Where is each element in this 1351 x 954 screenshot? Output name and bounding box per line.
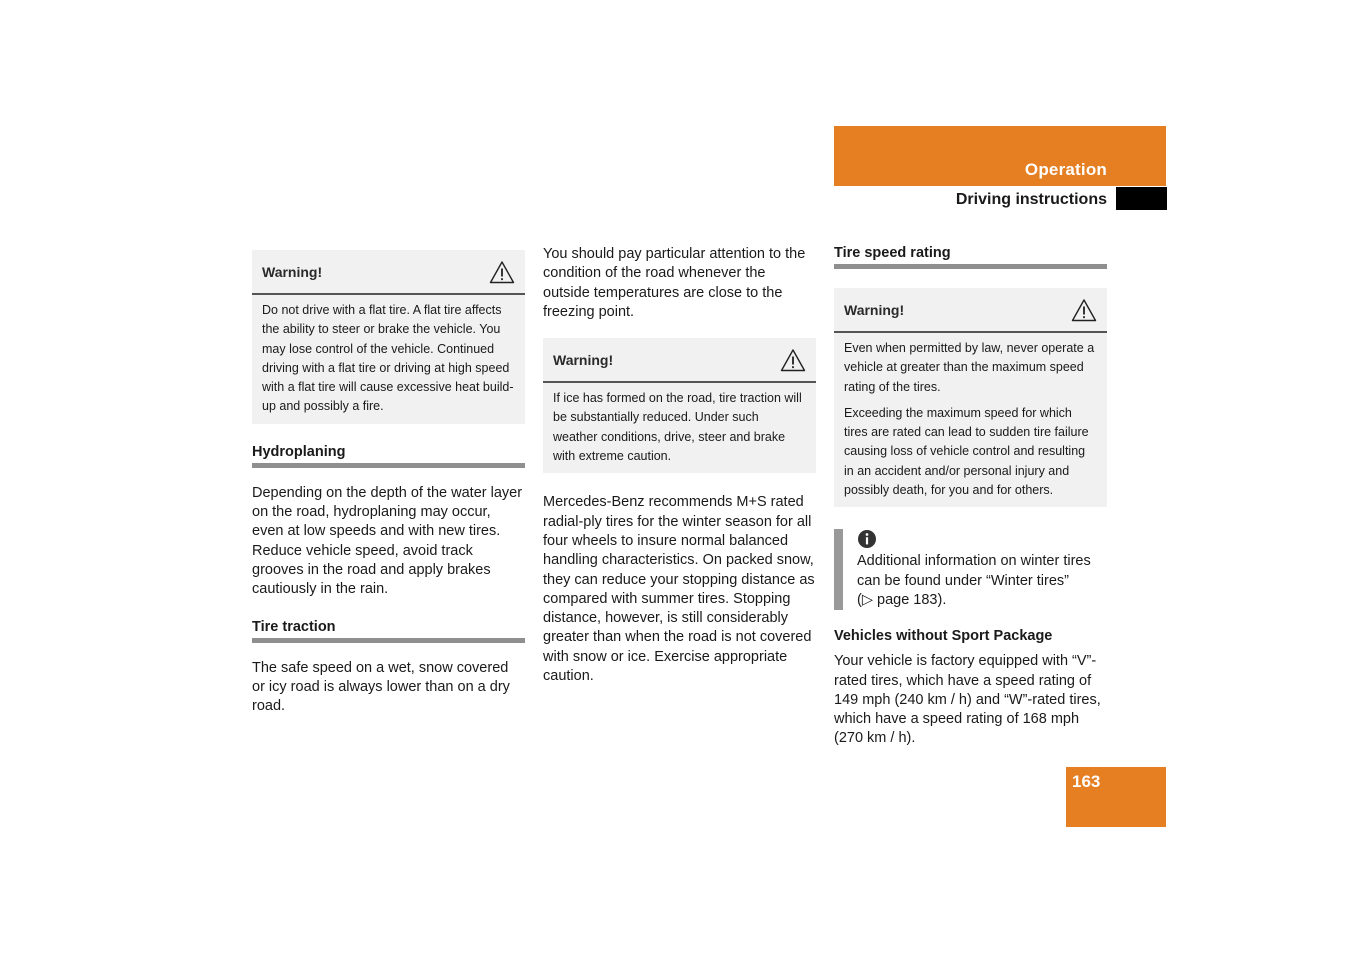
speed-rating-text: Your vehicle is factory equipped with “V”-rated tires, which have a speed rating of 149 mph (240 km / h) and “W”-rated tires, which have a speed rating of 168 mph (270 km / h). (834, 653, 1101, 747)
column-middle (543, 245, 816, 686)
warning-header (543, 338, 816, 383)
heading-tire-speed-rating: Tire speed rating (834, 245, 1107, 269)
warning-paragraph: Even when permitted by law, never operate a vehicle at greater than the maximum speed rating of the tires. (844, 341, 1095, 394)
warning-triangle-icon (780, 348, 806, 372)
page-number-box (1066, 767, 1166, 827)
info-note-winter-tires (834, 529, 1107, 610)
warning-title: Warning! (553, 351, 614, 368)
section-title: Operation (1024, 160, 1107, 179)
warning-title: Warning! (262, 263, 323, 280)
subsection-title: Driving instructions (955, 191, 1107, 208)
page-reference-link[interactable]: (▷ page 183). (857, 591, 947, 608)
winter-tires-recommendation: Mercedes-Benz recommends M+S rated radial-ply tires for the winter season for all four wheels to insure normal balanced handling characteristics. On packed snow, they can reduce your stopping distance as compared with summer tires. Stopping distance, however, is still considerably greater than when the road is not covered with snow or ice. Exercise appropriate caution. (543, 494, 815, 685)
warning-box-ice (543, 338, 816, 473)
warning-paragraph: Exceeding the maximum speed for which tires are rated can lead to sudden tire failure causing loss of vehicle control and resulting in an accident and/or personal injury and possibly death, for you and for others. (844, 405, 1089, 498)
warning-box-flat-tire (252, 250, 525, 424)
section-header-band (834, 126, 1166, 186)
heading-hydroplaning: Hydroplaning (252, 444, 525, 468)
warning-box-speed-rating (834, 288, 1107, 507)
tire-traction-text: The safe speed on a wet, snow covered or icy road is always lower than on a dry road. (252, 659, 510, 715)
warning-triangle-icon (1071, 298, 1097, 322)
warning-paragraph: If ice has formed on the road, tire traction will be substantially reduced. Under such weather conditions, drive, steer and brake with extreme caution. (553, 391, 802, 464)
warning-header (252, 250, 525, 295)
warning-text (252, 295, 525, 424)
hydroplaning-text: Depending on the depth of the water layer on the road, hydroplaning may occur, even at low speeds and with new tires. Reduce vehicle speed, avoid track grooves in the road and apply brakes cautiously in the rain. (252, 484, 523, 598)
freezing-intro-text: You should pay particular attention to the condition of the road whenever the outside temperatures are close to the freezing point. (543, 246, 806, 320)
warning-text (834, 333, 1107, 507)
info-text: Additional information on winter tires can be found under “Winter tires” (857, 553, 1091, 589)
warning-triangle-icon (489, 260, 515, 284)
warning-text (543, 383, 816, 473)
warning-paragraph: Do not drive with a flat tire. A flat tire affects the ability to steer or brake the vehicle. You may lose control of the vehicle. Continued driving with a flat tire or driving at high speed with a flat tire will cause excessive heat build-up and possibly a fire. (262, 303, 514, 414)
warning-header (834, 288, 1107, 333)
thumb-tab-marker (1116, 187, 1167, 210)
heading-vehicles-without-sport: Vehicles without Sport Package (834, 628, 1053, 645)
info-icon (857, 529, 877, 549)
column-right (834, 245, 1107, 749)
warning-title: Warning! (844, 301, 905, 318)
page-number: 163 (1072, 772, 1101, 791)
column-left (252, 250, 525, 716)
heading-tire-traction: Tire traction (252, 619, 525, 643)
